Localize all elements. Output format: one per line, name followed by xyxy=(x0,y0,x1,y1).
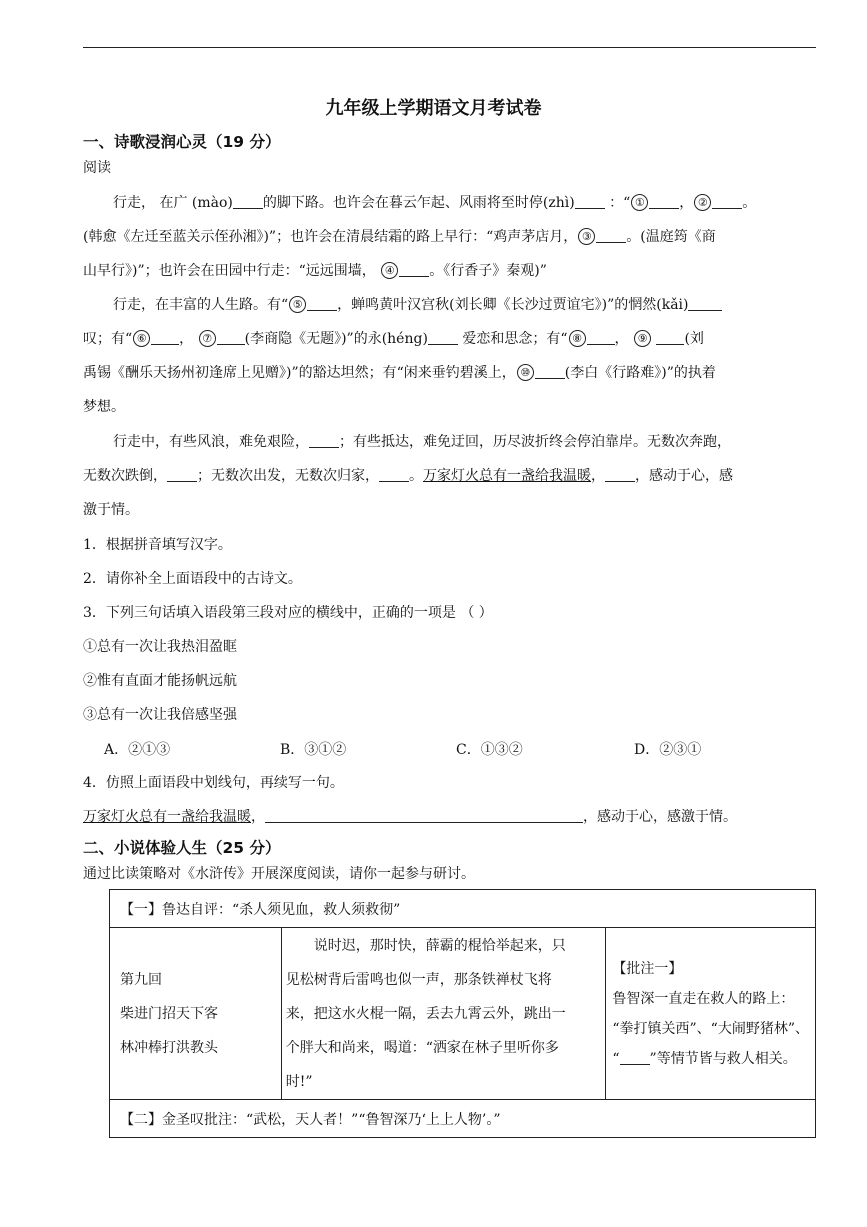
blank[interactable] xyxy=(688,296,722,311)
p1-line3: 山早行》)”；也许会在田园中行走：“远远围墙， ④ 。《行香子》秦观)” xyxy=(83,263,547,279)
blank[interactable] xyxy=(605,467,635,482)
circle-num: ⑤ xyxy=(289,296,306,313)
table-row-3: 【二】金圣叹批注：“武松，天人者！”“鲁智深乃‘上上人物’。” xyxy=(110,1100,816,1138)
blank[interactable] xyxy=(428,330,458,345)
q3-item-3: ③总有一次让我倍感坚强 xyxy=(83,707,237,723)
excerpt-cell: 说时迟，那时快，薛霸的棍恰举起来，只 见松树背后雷鸣也似一声，那条铁禅杖飞将 来，把这水火棍一隔，丢去九霄云外，跳出一 个胖大和尚来，喝道：“洒家在林子里听你多 时!” xyxy=(281,928,606,1100)
blank[interactable] xyxy=(167,467,197,482)
circle-num: ③ xyxy=(578,228,595,245)
circle-num: ② xyxy=(694,194,711,211)
blank[interactable] xyxy=(587,330,615,345)
underlined-sentence: 万家灯火总有一盏给我温暖 xyxy=(423,468,591,484)
blank[interactable] xyxy=(596,228,626,243)
option-c[interactable]: C．①③② xyxy=(456,742,523,758)
question-1: 1．根据拼音填写汉字。 xyxy=(83,537,232,553)
blank[interactable] xyxy=(712,194,742,209)
circle-num: ⑦ xyxy=(199,330,216,347)
blank[interactable] xyxy=(217,330,245,345)
blank[interactable] xyxy=(620,1050,650,1065)
blank[interactable] xyxy=(399,262,429,277)
circle-num: ⑩ xyxy=(517,364,534,381)
p2-line4: 梦想。 xyxy=(83,399,125,415)
question-3: 3．下列三句话填入语段第三段对应的横线中，正确的一项是 （ ） xyxy=(83,605,493,621)
p1-line1: 行走， 在广 (mào) 的脚下路。也许会在暮云乍起、风雨将至时停(zhì) ：“ ① ， ② 。 xyxy=(113,195,757,211)
circle-num: ⑧ xyxy=(569,330,586,347)
p2-line3: 禹锡《酬乐天扬州初逢席上见赠》)”的豁达坦然；有“闲来垂钓碧溪上， ⑩ (李白《行路难》)”的执着 xyxy=(83,365,716,381)
p1-line2: (韩愈《左迁至蓝关示侄孙湘》)”；也许会在清晨结霜的路上早行：“鸡声茅店月， ③ 。(温庭筠《商 xyxy=(83,229,716,245)
header-rule xyxy=(83,47,816,48)
read-label: 阅读 xyxy=(83,160,111,176)
q3-item-1: ①总有一次让我热泪盈眶 xyxy=(83,639,237,655)
p3-line2: 无数次跌倒， ；无数次出发，无数次归家， 。万家灯火总有一盏给我温暖， ，感动于心，感 xyxy=(83,468,733,484)
blank[interactable] xyxy=(656,330,684,345)
blank[interactable] xyxy=(309,433,339,448)
blank[interactable] xyxy=(379,467,409,482)
blank[interactable] xyxy=(307,296,337,311)
option-a[interactable]: A．②①③ xyxy=(104,742,171,758)
circle-num: ⑥ xyxy=(133,330,150,347)
circle-num: ⑨ xyxy=(634,330,651,347)
p3-line1: 行走中，有些风浪，难免艰险， ；有些抵达，难免迂回，历尽波折终会停泊靠岸。无数次奔跑， xyxy=(113,434,731,450)
blank[interactable] xyxy=(151,330,179,345)
answer-blank[interactable] xyxy=(265,808,583,823)
p2-line2: 叹；有“ ⑥ ， ⑦ (李商隐《无题》)”的永(héng) 爱恋和思念；有“ ⑧ ， ⑨ (刘 xyxy=(83,331,704,347)
q3-item-2: ②惟有直面才能扬帆远航 xyxy=(83,673,237,689)
q4-answer-line: 万家灯火总有一盏给我温暖， ，感动于心，感激于情。 xyxy=(83,809,737,825)
note-cell: 【批注一】 鲁智深一直走在救人的路上： “拳打镇关西”、“大闹野猪林”、 “ ”等情节皆与救人相关。 xyxy=(606,928,816,1100)
circle-num: ④ xyxy=(381,262,398,279)
annotation-table xyxy=(109,889,816,1138)
p2-line1: 行走，在丰富的人生路。有“ ⑤ ，蝉鸣黄叶汉宫秋(刘长卿《长沙过贾谊宅》)”的惘然(kǎi) xyxy=(113,295,818,315)
chapter-cell: 第九回 柴进门招天下客 林冲棒打洪教头 xyxy=(110,928,282,1100)
page-title: 九年级上学期语文月考试卷 xyxy=(325,98,542,119)
section2-intro: 通过比读策略对《水浒传》开展深度阅读，请你一起参与研讨。 xyxy=(83,866,475,882)
question-2: 2．请你补全上面语段中的古诗文。 xyxy=(83,571,302,587)
section2-heading: 二、小说体验人生（25 分） xyxy=(83,839,281,857)
section1-heading: 一、诗歌浸润心灵（19 分） xyxy=(83,133,281,151)
blank[interactable] xyxy=(233,194,263,209)
p3-line3: 激于情。 xyxy=(83,502,139,518)
blank[interactable] xyxy=(535,364,565,379)
option-d[interactable]: D．②③① xyxy=(634,742,702,758)
blank[interactable] xyxy=(575,194,605,209)
table-row-1: 【一】鲁达自评：“杀人须见血，救人须救彻” xyxy=(110,890,816,928)
blank[interactable] xyxy=(649,194,679,209)
circle-num: ① xyxy=(631,194,648,211)
option-b[interactable]: B．③①② xyxy=(280,742,347,758)
question-4: 4．仿照上面语段中划线句，再续写一句。 xyxy=(83,775,344,791)
